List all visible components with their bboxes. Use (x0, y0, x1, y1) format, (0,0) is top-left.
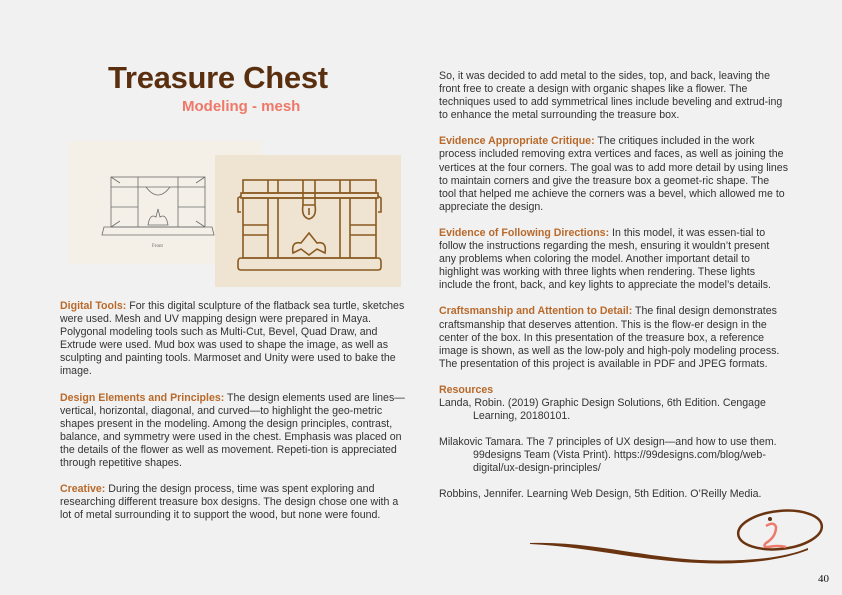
section-creative (60, 483, 405, 522)
section-design-elements (60, 392, 405, 471)
section-body: The final design demonstrates craftsmanship that deserves attention. This is the flow-er design in the center of the box. In this presentation of the treasure box, a reference image is shown, as well as the low-poly and high-poly modeling process. The presentation of this project is available in PDF and JPEG formats. (439, 305, 780, 370)
right-column (439, 70, 789, 515)
section-critique (439, 135, 789, 214)
resources-heading: Resources (439, 383, 494, 396)
section-body: In this model, it was essen-tial to follow the instructions regarding the mesh, ensuring it wouldn’t present any problems when coloring the model. Another important detail to highlight was working with three lights when rendering. These lights include the front, back, and key lights to appreciate the model’s details. (439, 226, 771, 292)
decorative-swoosh (530, 505, 842, 565)
page-subtitle: Modeling - mesh (182, 98, 301, 115)
render-image (215, 155, 401, 287)
page-number: 40 (818, 573, 829, 585)
intro-paragraph: So, it was decided to add metal to the sides, top, and back, leaving the front free to create a design with organic shapes like a flower. The techniques used to add symmetrical lines include beveling and extrud-ing to enhance the metal surrounding the treasure box. (439, 70, 783, 122)
section-lead: Digital Tools: (60, 300, 127, 312)
section-body: For this digital sculpture of the flatback sea turtle, sketches were used. Mesh and UV mapping design were prepared in Maya. Polygonal modeling tools such as Multi-Cut, Bevel, Quad Draw, and Extrude were used. Mud box was used to shape the image, as well as sculpting and painting tools. Marmoset and Unity were used to bake the image. (60, 300, 405, 378)
section-lead: Evidence Appropriate Critique: (439, 135, 595, 148)
section-body: The design elements used are lines—vertical, horizontal, diagonal, and curved—to highlight the geo-metric shapes present in the modeling. Among the design principles, contrast, balance, and symmetry were used in the chest. Emphasis was placed on the details of the flower as well as movement. Repeti-tion is appreciated through repetitive shapes. (60, 391, 405, 470)
section-craftsmanship (439, 305, 789, 370)
l-monogram-logo-icon (764, 517, 786, 547)
section-directions (439, 227, 789, 292)
reference-item: Robbins, Jennifer. Learning Web Design, 5th Edition. O’Reilly Media. (439, 488, 762, 501)
section-body: The critiques included in the work process included removing extra vertices and faces, as well as joining the vertices at the four corners. The goal was to add more detail by using lines to maintain corners and give the treasure box a geomet-ric shape. The tool that helped me achieve the corners was a bevel, which allowed me to appreciate the design. (439, 135, 788, 213)
page-title: Treasure Chest (108, 60, 328, 95)
section-lead: Creative: (60, 483, 106, 496)
section-lead: Craftsmanship and Attention to Detail: (439, 305, 633, 318)
section-lead: Design Elements and Principles: (60, 391, 225, 404)
svg-text:Front: Front (152, 244, 163, 249)
chest-illustration (215, 155, 401, 287)
section-digital-tools (60, 300, 405, 379)
reference-item: Milakovic Tamara. The 7 principles of UX design—and how to use them. 99designs Team (Vista Print). https://99designs.com/blog/web-digital/ux-design-principles/ (439, 436, 777, 475)
resources (439, 384, 789, 502)
section-body: During the design process, time was spent exploring and researching different treasure box designs. The design chose one with a lot of metal surrounding it to support the wood, but none were found. (60, 483, 399, 522)
reference-item: Landa, Robin. (2019) Graphic Design Solutions, 6th Edition. Cengage Learning, 20180101. (439, 396, 766, 423)
left-column (60, 300, 405, 535)
section-lead: Evidence of Following Directions: (439, 226, 610, 239)
